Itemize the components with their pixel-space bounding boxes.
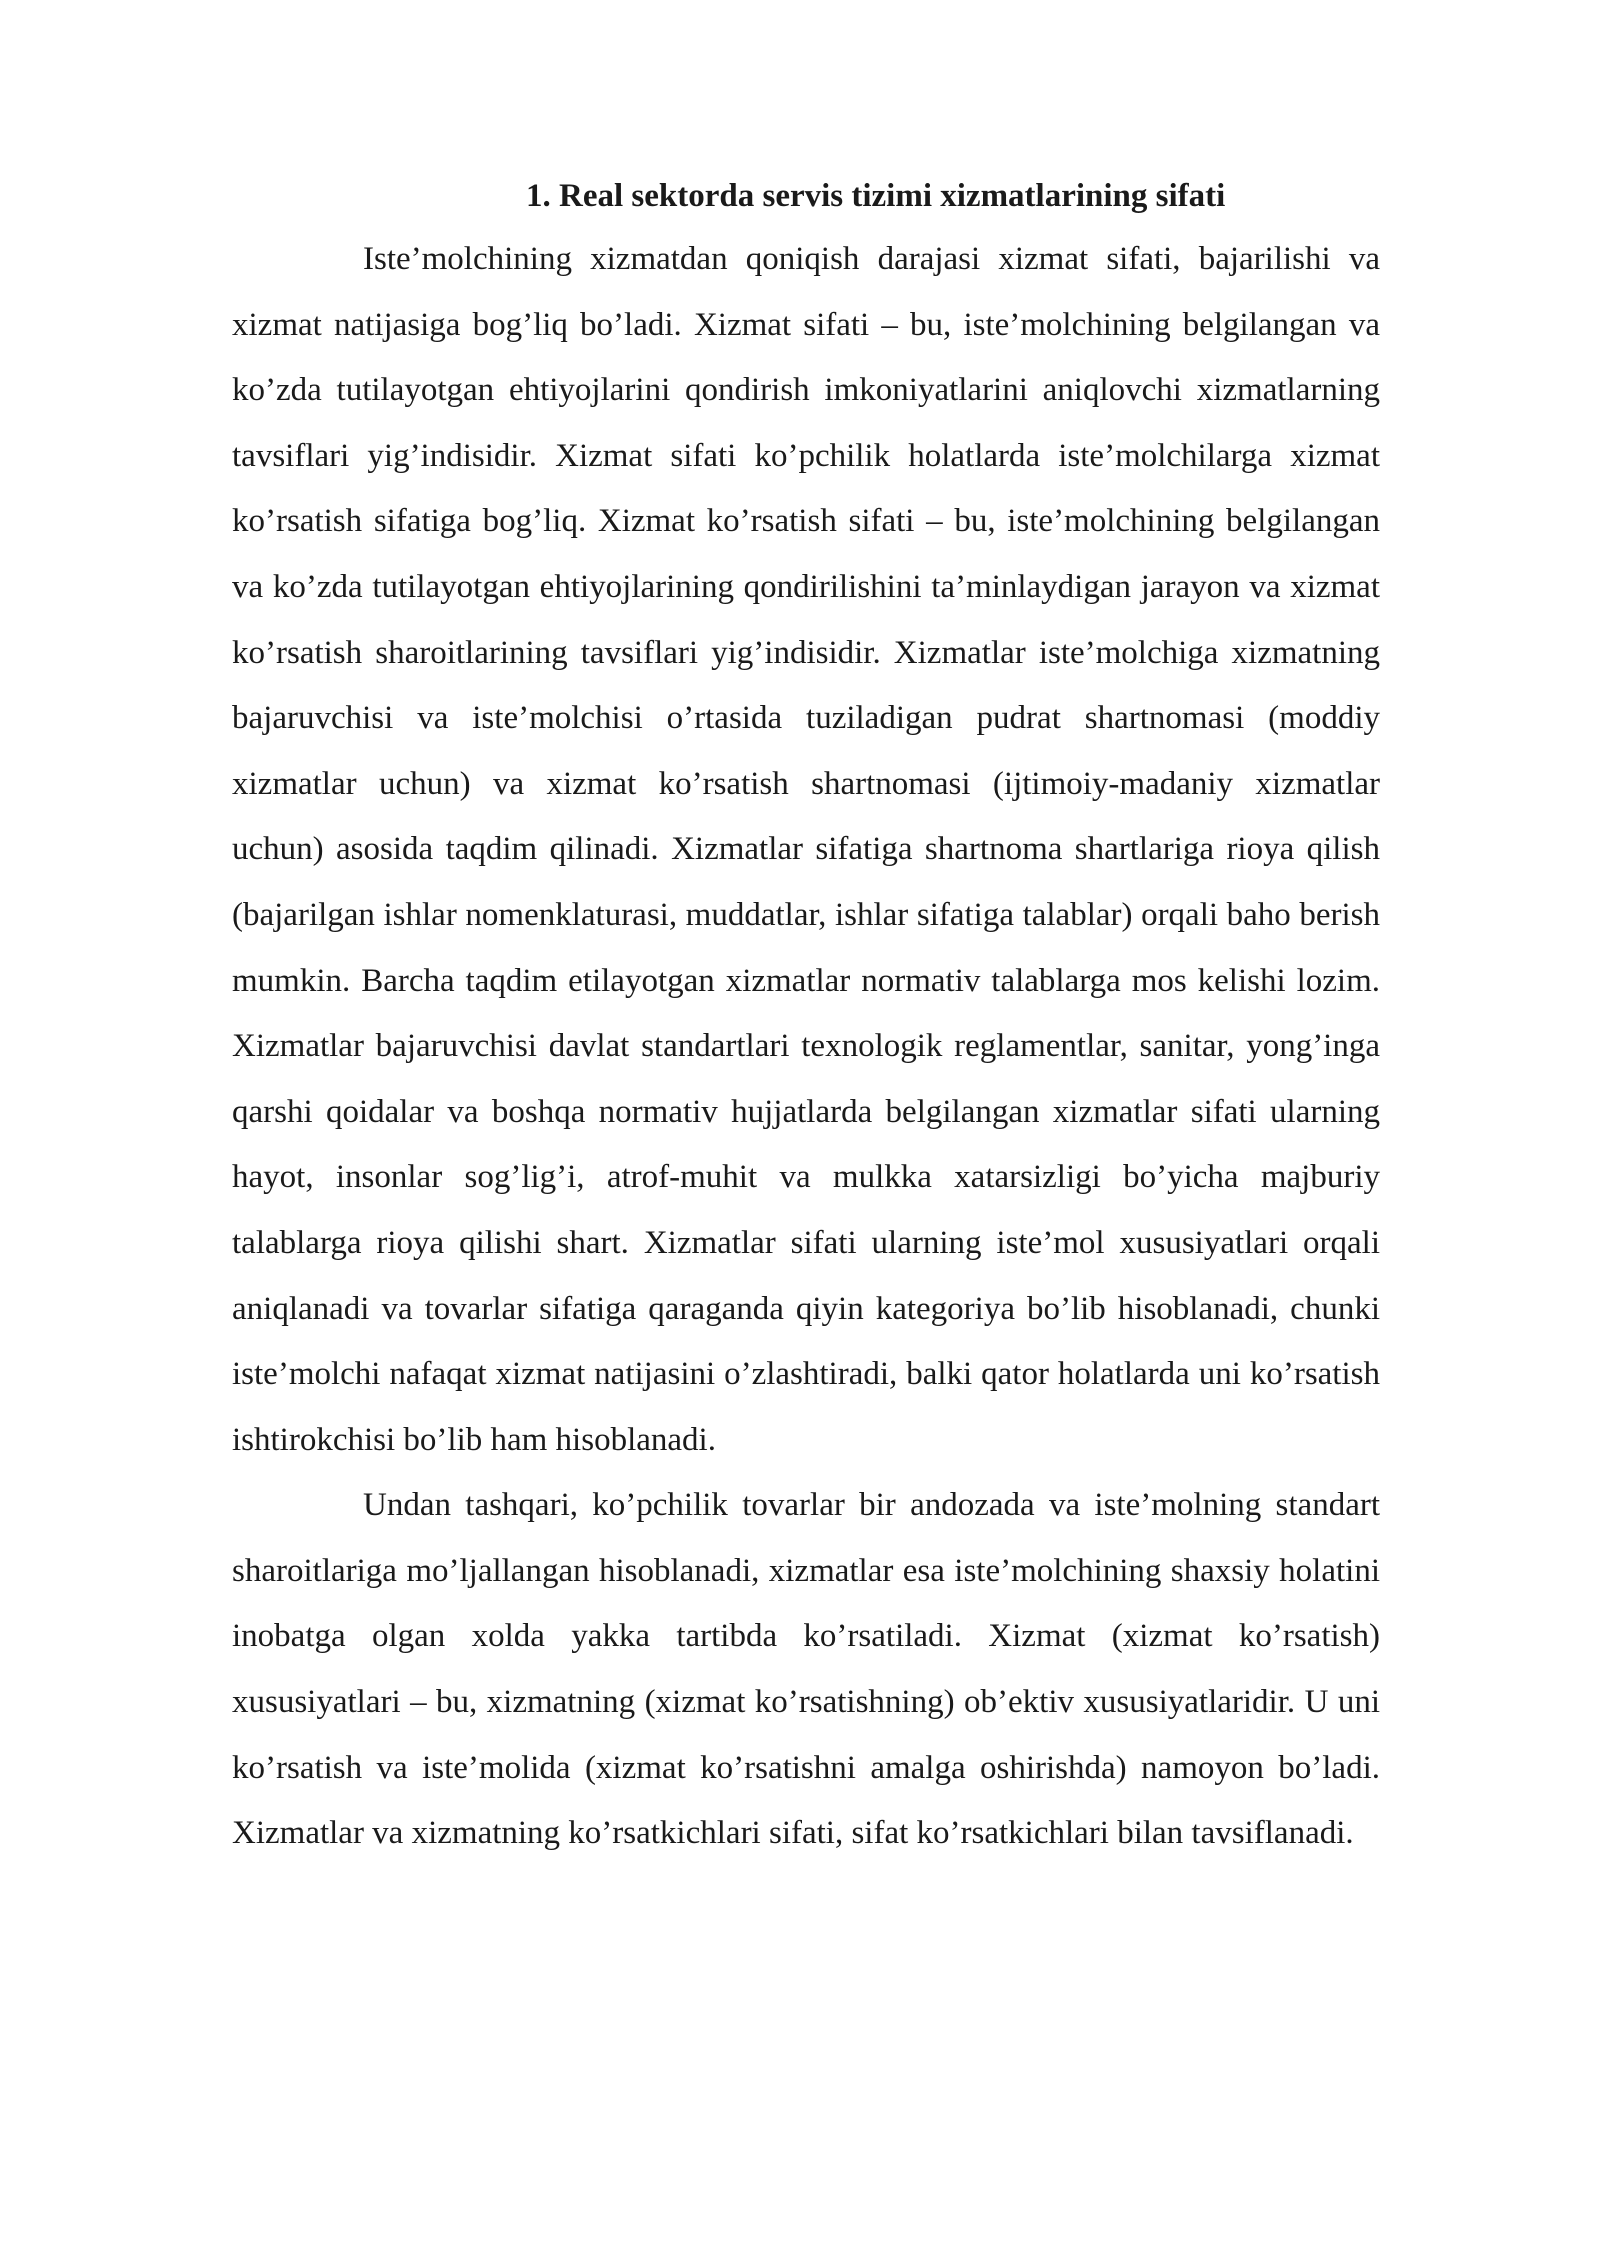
section-heading: 1. Real sektorda servis tizimi xizmatlarining sifati	[526, 178, 1226, 214]
paragraph-2: Undan tashqari, ko’pchilik tovarlar bir andozada va iste’molning standart sharoitlariga mo’ljallangan hisoblanadi, xizmatlar esa iste’molchining shaxsiy holatini inobatga olgan xolda yakka tartibda ko’rsatiladi. Xizmat (xizmat ko’rsatish) xususiyatlari – bu, xizmatning (xizmat ko’rsatishning) ob’ektiv xususiyatlaridir. U uni ko’rsatish va iste’molida (xizmat ko’rsatishni amalga oshirishda) namoyon bo’ladi. Xizmatlar va xizmatning ko’rsatkichlari sifati, sifat ko’rsatkichlari bilan tavsiflanadi.	[232, 1487, 1380, 1852]
document-body	[232, 166, 1380, 1867]
paragraph-1: Iste’molchining xizmatdan qoniqish darajasi xizmat sifati, bajarilishi va xizmat natijasiga bog’liq bo’ladi. Xizmat sifati – bu, iste’molchining belgilangan va ko’zda tutilayotgan ehtiyojlarini qondirish imkoniyatlarini aniqlovchi xizmatlarning tavsiflari yig’indisidir. Xizmat sifati ko’pchilik holatlarda iste’molchilarga xizmat ko’rsatish sifatiga bog’liq. Xizmat ko’rsatish sifati – bu, iste’molchining belgilangan va ko’zda tutilayotgan ehtiyojlarining qondirilishini ta’minlaydigan jarayon va xizmat ko’rsatish sharoitlarining tavsiflari yig’indisidir. Xizmatlar iste’molchiga xizmatning bajaruvchisi va iste’molchisi o’rtasida tuziladigan pudrat shartnomasi (moddiy xizmatlar uchun) va xizmat ko’rsatish shartnomasi (ijtimoiy-madaniy xizmatlar uchun) asosida taqdim qilinadi. Xizmatlar sifatiga shartnoma shartlariga rioya qilish (bajarilgan ishlar nomenklaturasi, muddatlar, ishlar sifatiga talablar) orqali baho berish mumkin. Barcha taqdim etilayotgan xizmatlar normativ talablarga mos kelishi lozim. Xizmatlar bajaruvchisi davlat standartlari texnologik reglamentlar, sanitar, yong’inga qarshi qoidalar va boshqa normativ hujjatlarda belgilangan xizmatlar sifati ularning hayot, insonlar sog’lig’i, atrof-muhit va mulkka xatarsizligi bo’yicha majburiy talablarga rioya qilishi shart. Xizmatlar sifati ularning iste’mol xususiyatlari orqali aniqlanadi va tovarlar sifatiga qaraganda qiyin kategoriya bo’lib hisoblanadi, chunki iste’molchi nafaqat xizmat natijasini o’zlashtiradi, balki qator holatlarda uni ko’rsatish ishtirokchisi bo’lib ham hisoblanadi.	[232, 241, 1380, 1458]
